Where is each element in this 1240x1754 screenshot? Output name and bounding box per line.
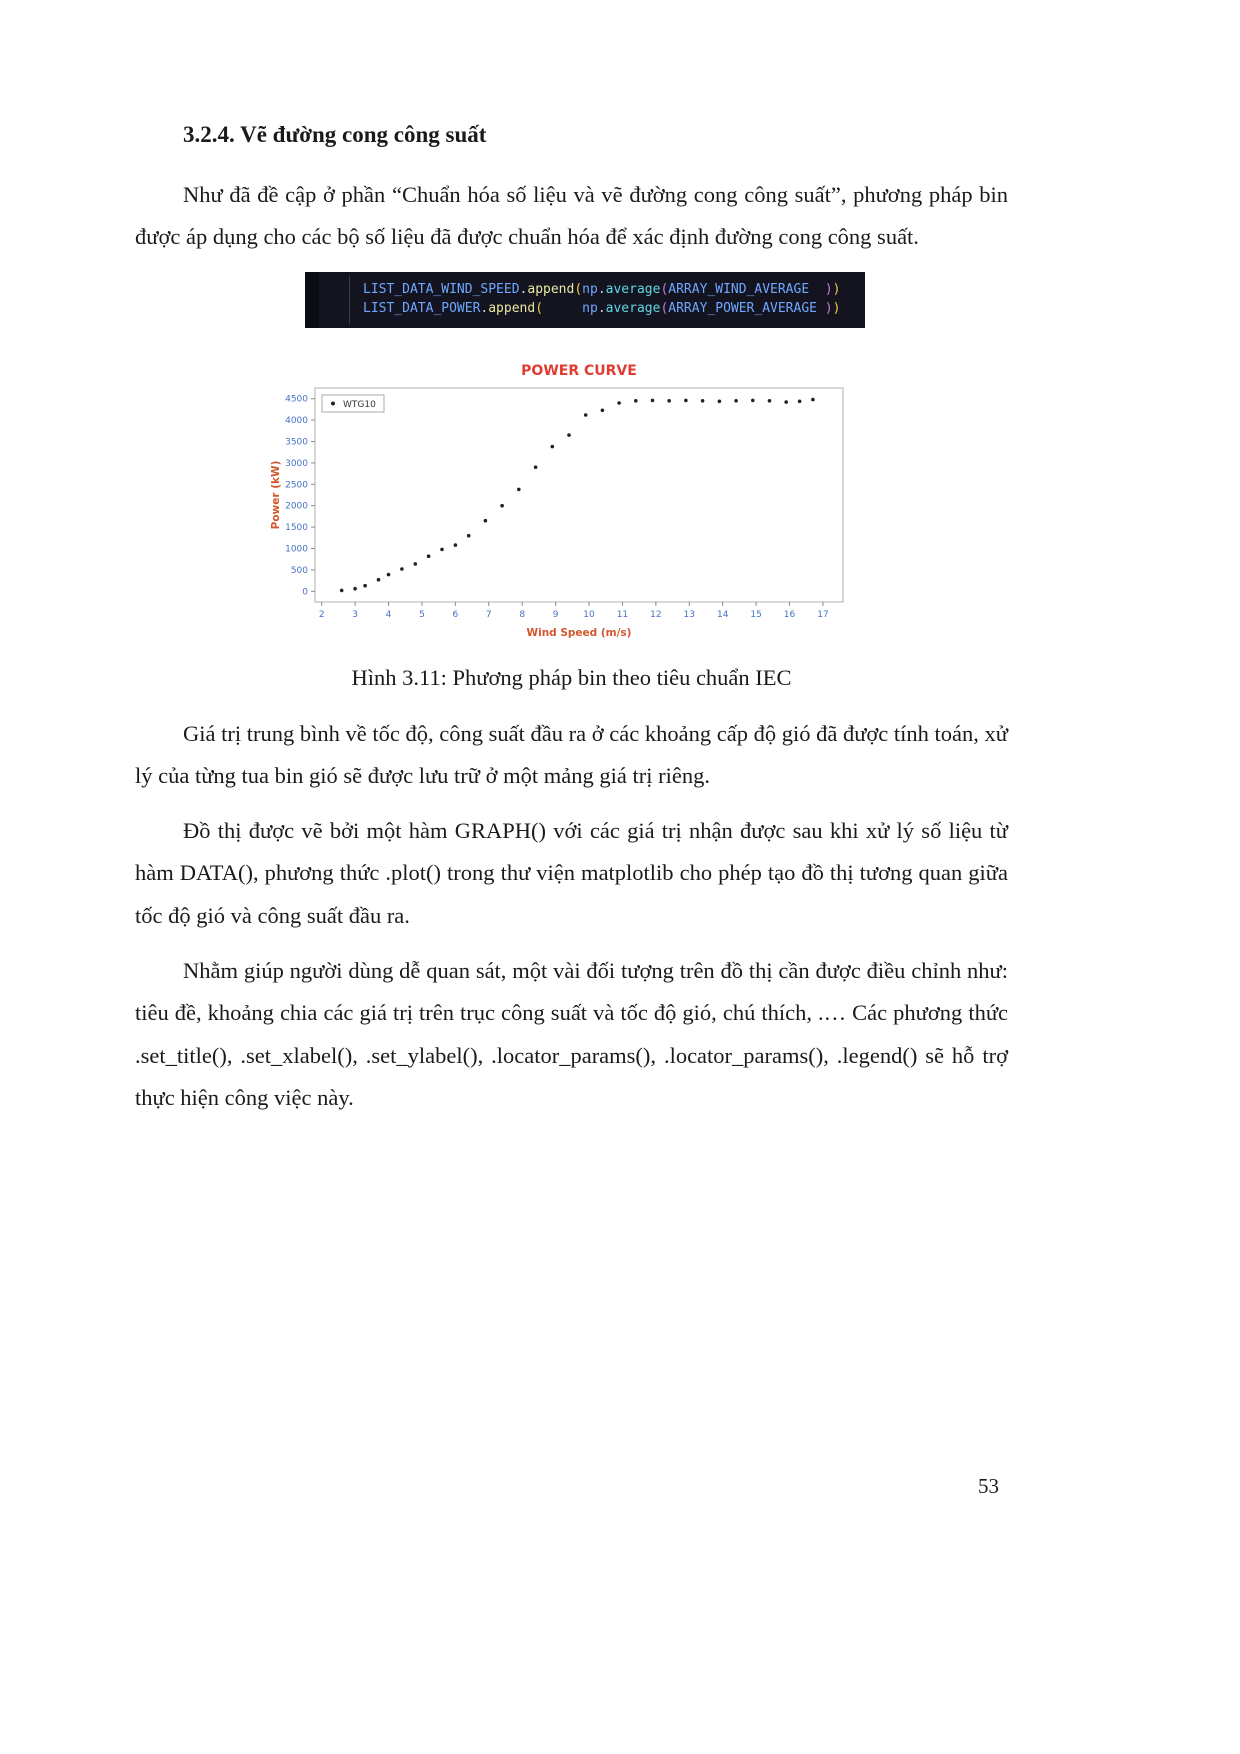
power-curve-chart [263,358,863,651]
page-content [135,122,1008,1132]
svg-text:4: 4 [385,609,392,620]
paragraph-plot-adjustments: Nhằm giúp người dùng dễ quan sát, một vài đối tượng trên đồ thị cần được điều chỉnh như: tiêu đề, khoảng chia các giá trị trên trục công suất và tốc độ gió, chú thích, .… Các phương thức .set_title(), .set_xlabel(), .set_ylabel(), .locator_params(), .locator_params(), .legend() sẽ hỗ trợ thực hiện công việc này. [135,958,1008,1110]
svg-text:500: 500 [290,565,308,576]
paragraph-intro: Như đã đề cập ở phần “Chuẩn hóa số liệu và vẽ đường cong công suất”, phương pháp bin được áp dụng cho các bộ số liệu đã được chuẩn hóa để xác định đường cong công suất. [135,182,1008,250]
code-snippet [305,272,865,328]
svg-text:15: 15 [750,609,762,620]
svg-text:5: 5 [419,609,425,620]
page-number: 53 [978,1474,999,1498]
svg-text:Power (kW): Power (kW) [270,460,282,529]
svg-text:3: 3 [352,609,358,620]
svg-text:12: 12 [650,609,662,620]
svg-text:6: 6 [452,609,459,620]
svg-text:13: 13 [683,609,696,620]
svg-text:2000: 2000 [285,501,308,512]
svg-text:4000: 4000 [285,415,308,426]
svg-text:0: 0 [302,586,308,597]
svg-text:14: 14 [716,609,729,620]
svg-text:1500: 1500 [285,522,308,533]
svg-text:Wind Speed (m/s): Wind Speed (m/s) [526,626,632,639]
svg-text:3000: 3000 [285,458,308,469]
section-heading: 3.2.4. Vẽ đường cong công suất [183,122,487,147]
svg-text:4500: 4500 [285,394,308,405]
svg-text:WTG10: WTG10 [343,399,376,410]
svg-text:16: 16 [783,609,796,620]
svg-text:7: 7 [485,609,492,620]
svg-text:1000: 1000 [285,544,308,555]
code-lines: LIST_DATA_WIND_SPEED.append(np.average(ARRAY_WIND_AVERAGE )) LIST_DATA_POWER.append( np.average(ARRAY_POWER_AVERAGE )) [363,281,841,316]
svg-text:11: 11 [616,609,629,620]
figure-power-curve [263,358,863,651]
svg-text:2: 2 [318,609,325,620]
paragraph-average-values: Giá trị trung bình về tốc độ, công suất đầu ra ở các khoảng cấp độ gió đã được tính toán, xử lý của từng tua bin gió sẽ được lưu trữ ở một mảng giá trị riêng. [135,720,1008,788]
svg-text:3500: 3500 [285,437,308,448]
svg-text:17: 17 [817,609,829,620]
paragraph-graph-function: Đồ thị được vẽ bởi một hàm GRAPH() với các giá trị nhận được sau khi xử lý số liệu từ hàm DATA(), phương thức .plot() trong thư viện matplotlib cho phép tạo đồ thị tương quan giữa tốc độ gió và công suất đầu ra. [135,818,1008,928]
svg-text:9: 9 [552,609,559,620]
svg-text:2500: 2500 [285,479,308,490]
svg-text:POWER CURVE: POWER CURVE [521,362,637,379]
svg-text:10: 10 [583,609,595,620]
svg-text:8: 8 [519,609,526,620]
figure-caption: Hình 3.11: Phương pháp bin theo tiêu chuẩn IEC [351,664,792,690]
